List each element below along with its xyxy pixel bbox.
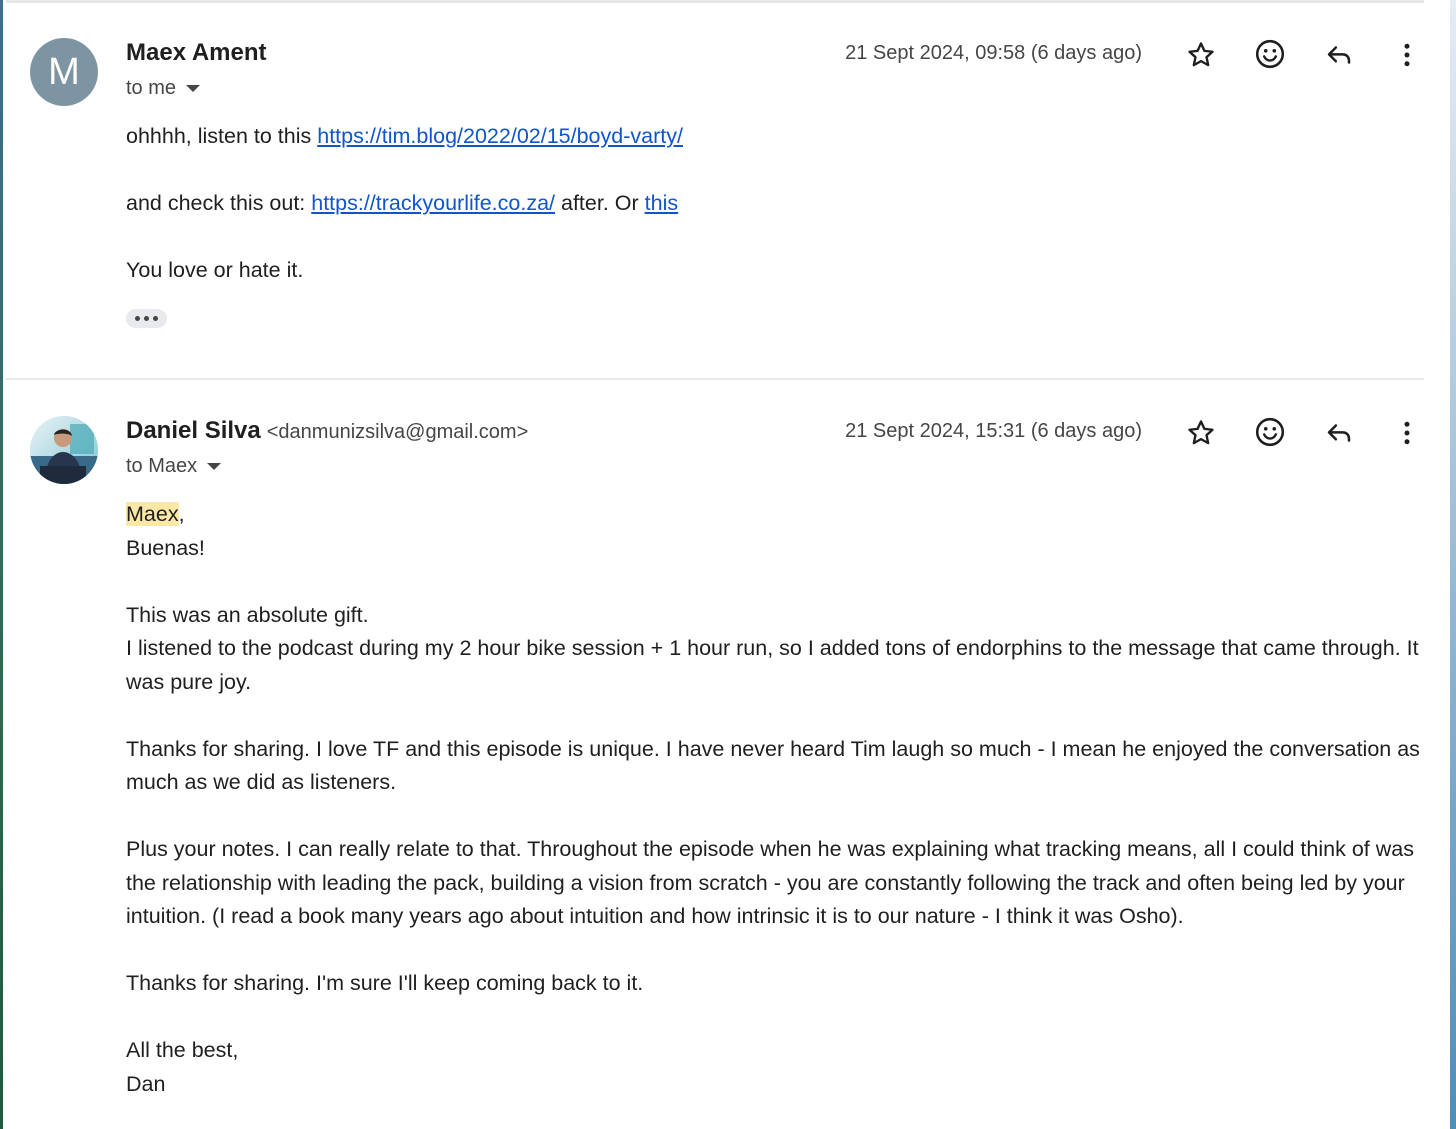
recipient-label: to Maex [126, 455, 198, 477]
body-text: and check this out: [126, 191, 312, 215]
message-body [126, 498, 1424, 1101]
signature: Dan [126, 1071, 166, 1096]
reply-icon [1324, 40, 1354, 70]
body-paragraph: Thanks for sharing. I love TF and this episode is unique. I have never heard Tim laugh so much - I mean he enjoyed the conversation as much as we did as listeners. [126, 736, 1420, 794]
avatar[interactable] [30, 416, 98, 484]
body-text: ohhhh, listen to this [126, 124, 318, 148]
emoji-icon [1254, 416, 1286, 448]
body-paragraph: I listened to the podcast during my 2 hour bike session + 1 hour run, so I added tons of endorphins to the message that came through. It was pure joy. [126, 636, 1419, 694]
recipient-details-toggle[interactable] [126, 77, 200, 100]
closing: All the best, [126, 1038, 239, 1062]
body-text: , [178, 502, 185, 526]
window-right-edge [1450, 0, 1456, 1129]
add-reaction-button[interactable] [1250, 412, 1290, 452]
ellipsis-icon [135, 316, 140, 321]
emoji-icon [1254, 38, 1286, 70]
message-date: 21 Sept 2024, 15:31 (6 days ago) [845, 420, 1142, 442]
body-text: after. Or [555, 191, 645, 215]
more-options-button[interactable] [1387, 35, 1427, 75]
ellipsis-dot [153, 316, 158, 321]
link-this[interactable]: this [644, 191, 679, 215]
body-paragraph: Thanks for sharing. I'm sure I'll keep coming back to it. [126, 971, 644, 995]
star-button[interactable] [1181, 413, 1221, 453]
sender-name[interactable]: Maex Ament [126, 39, 267, 66]
email-message-maex [0, 0, 1450, 378]
salutation: Buenas! [126, 535, 205, 560]
star-button[interactable] [1181, 35, 1221, 75]
search-highlight: Maex [126, 502, 179, 526]
link-trackyourlife[interactable]: https://trackyourlife.co.za/ [311, 191, 556, 215]
sender-info[interactable] [126, 417, 528, 445]
chevron-down-icon [186, 85, 200, 92]
star-icon [1186, 418, 1216, 448]
body-paragraph: This was an absolute gift. [126, 602, 369, 627]
reply-button[interactable] [1319, 413, 1359, 453]
message-body [126, 120, 1424, 288]
sender-name: Daniel Silva [126, 417, 261, 444]
chevron-down-icon [207, 463, 221, 470]
ellipsis-dot [144, 316, 149, 321]
recipient-label: to me [126, 77, 177, 99]
reply-icon [1324, 418, 1354, 448]
avatar[interactable]: M [30, 38, 98, 106]
link-tim-blog[interactable]: https://tim.blog/2022/02/15/boyd-varty/ [317, 124, 683, 148]
recipient-details-toggle[interactable] [126, 455, 221, 478]
more-options-button[interactable] [1387, 413, 1427, 453]
body-line [126, 187, 1424, 221]
sender-email: <danmunizsilva@gmail.com> [266, 421, 529, 443]
more-vert-icon [1392, 418, 1422, 448]
more-vert-icon [1392, 40, 1422, 70]
show-trimmed-content-button[interactable] [126, 309, 167, 328]
add-reaction-button[interactable] [1250, 34, 1290, 74]
reply-button[interactable] [1319, 35, 1359, 75]
profile-photo-icon [30, 416, 98, 484]
body-line [126, 120, 1424, 154]
body-line: You love or hate it. [126, 258, 304, 282]
greeting [126, 498, 1424, 532]
body-paragraph: Plus your notes. I can really relate to that. Throughout the episode when he was explaining what tracking means, all I could think of was the relationship with leading the pack, building a vision from scratch - you are constantly following the track and often being led by your intuition. (I read a book many years ago about intuition and how intrinsic it is to our nature - I think it was Osho). [126, 837, 1414, 928]
email-message-daniel [0, 380, 1450, 1129]
message-date: 21 Sept 2024, 09:58 (6 days ago) [845, 42, 1142, 64]
star-icon [1186, 40, 1216, 70]
